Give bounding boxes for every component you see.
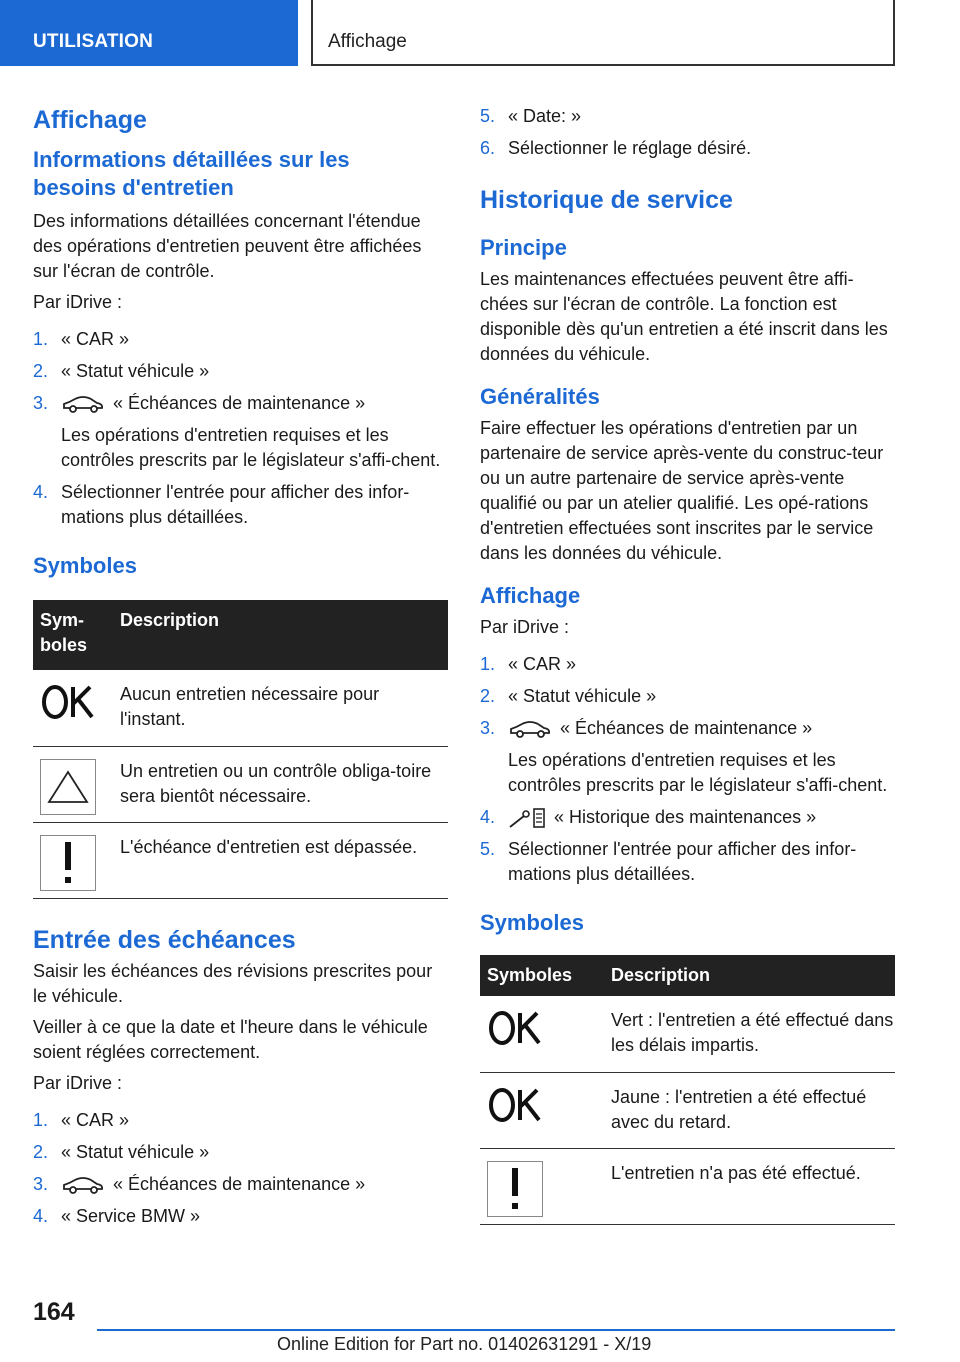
chapter-tab bbox=[311, 0, 895, 66]
display-steps-list bbox=[480, 652, 895, 887]
list-item: 5. « Date: » bbox=[480, 106, 582, 126]
history-title: Historique de service bbox=[480, 186, 733, 214]
car-icon bbox=[61, 394, 105, 414]
exclamation-icon bbox=[487, 1161, 543, 1217]
principle-text: Les maintenances effectuées peuvent être affi-chées sur l'écran de contrôle. La fonction est disponible dès qu'un entretien a été inscrit dans les données du véhicule. bbox=[480, 269, 888, 364]
history-symbols-table bbox=[480, 955, 895, 1225]
page-title: Affichage bbox=[33, 106, 147, 134]
page-number: 164 bbox=[33, 1298, 75, 1326]
table-row: Aucun entretien nécessaire pour l'instant. bbox=[33, 670, 448, 746]
symbols-table bbox=[33, 600, 448, 899]
ok-icon bbox=[487, 1008, 543, 1048]
display-title: Affichage bbox=[480, 583, 581, 608]
column-header: Sym-boles bbox=[33, 600, 113, 670]
entry-steps-list bbox=[33, 1108, 448, 1229]
exclamation-icon bbox=[40, 835, 96, 891]
left-column bbox=[33, 100, 448, 1236]
car-icon bbox=[508, 719, 552, 739]
idrive-label: Par iDrive : bbox=[33, 1072, 123, 1093]
steps-list bbox=[33, 327, 448, 530]
list-item: 1. « CAR » bbox=[33, 329, 130, 349]
list-item: 4. « Service BMW » bbox=[33, 1205, 201, 1226]
warning-triangle-icon bbox=[40, 759, 96, 815]
principle-title: Principe bbox=[480, 235, 567, 260]
entry-text: Saisir les échéances des révisions prescrites pour le véhicule. bbox=[33, 960, 433, 1006]
table-row: L'échéance d'entretien est dépassée. bbox=[33, 822, 448, 898]
footer-text: Online Edition for Part no. 01402631291 - X/19 bbox=[277, 1334, 652, 1354]
list-item: 2. « Statut véhicule » bbox=[480, 686, 657, 706]
list-item: 1. « CAR » bbox=[480, 654, 577, 674]
list-item: 2. « Statut véhicule » bbox=[33, 1141, 210, 1162]
column-header: Description bbox=[113, 600, 448, 670]
service-history-icon bbox=[508, 807, 546, 829]
section-title: UTILISATION bbox=[33, 31, 154, 52]
table-row: Jaune : l'entretien a été effectué avec du retard. bbox=[480, 1072, 895, 1148]
idrive-label: Par iDrive : bbox=[480, 617, 570, 637]
list-item: 2. « Statut véhicule » bbox=[33, 361, 210, 381]
table-row: L'entretien n'a pas été effectué. bbox=[480, 1148, 895, 1224]
list-item: 1. « CAR » bbox=[33, 1109, 130, 1130]
column-header: Description bbox=[604, 955, 895, 996]
subtitle-details: Informations détaillées sur les besoins d'entretien bbox=[33, 147, 350, 200]
list-item: 6. Sélectionner le réglage désiré. bbox=[480, 138, 752, 158]
symbols-title: Symboles bbox=[33, 553, 137, 578]
continued-steps-list bbox=[480, 104, 895, 161]
list-item: 5. Sélectionner l'entrée pour afficher des infor-mations plus détaillées. bbox=[480, 839, 857, 884]
table-header-row bbox=[480, 955, 895, 996]
entry-text: Veiller à ce que la date et l'heure dans le véhicule soient réglées correctement. bbox=[33, 1016, 428, 1062]
list-item: 3. « Échéances de maintenance » Les opérations d'entretien requises et les contrôles prescrits par le législateur s'affi-chent. bbox=[33, 393, 441, 470]
list-item: 4. Sélectionner l'entrée pour afficher des infor-mations plus détaillées. bbox=[33, 482, 410, 527]
list-item: 3. « Échéances de maintenance » bbox=[33, 1173, 366, 1194]
section-tab bbox=[0, 0, 298, 66]
right-column bbox=[480, 100, 895, 1225]
idrive-label: Par iDrive : bbox=[33, 292, 123, 312]
table-row: Un entretien ou un contrôle obliga-toire sera bientôt nécessaire. bbox=[33, 746, 448, 822]
car-icon bbox=[61, 1175, 105, 1195]
chapter-title: Affichage bbox=[328, 31, 407, 52]
ok-icon bbox=[487, 1085, 543, 1125]
entry-title: Entrée des échéances bbox=[33, 925, 296, 954]
list-item: 3. « Échéances de maintenance » Les opérations d'entretien requises et les contrôles prescrits par le législateur s'affi-chent. bbox=[480, 718, 888, 795]
table-header-row bbox=[33, 600, 448, 670]
intro-text: Des informations détaillées concernant l'étendue des opérations d'entretien peuvent être affichées sur l'écran de contrôle. bbox=[33, 211, 422, 281]
general-title: Généralités bbox=[480, 384, 600, 409]
column-header: Symboles bbox=[480, 955, 604, 996]
list-item: 4. « Historique des maintenances » bbox=[480, 805, 895, 830]
general-text: Faire effectuer les opérations d'entretien par un partenaire de service après-vente du construc-teur ou un autre partenaire de service après-vente qualifié ou par un atelier qualifié. Les opé-rations d'entretien effectuées sont inscrites par le service dans les données du véhicule. bbox=[480, 418, 884, 563]
ok-icon bbox=[40, 682, 96, 722]
table-row: Vert : l'entretien a été effectué dans les délais impartis. bbox=[480, 996, 895, 1072]
symbols-title: Symboles bbox=[480, 910, 584, 935]
